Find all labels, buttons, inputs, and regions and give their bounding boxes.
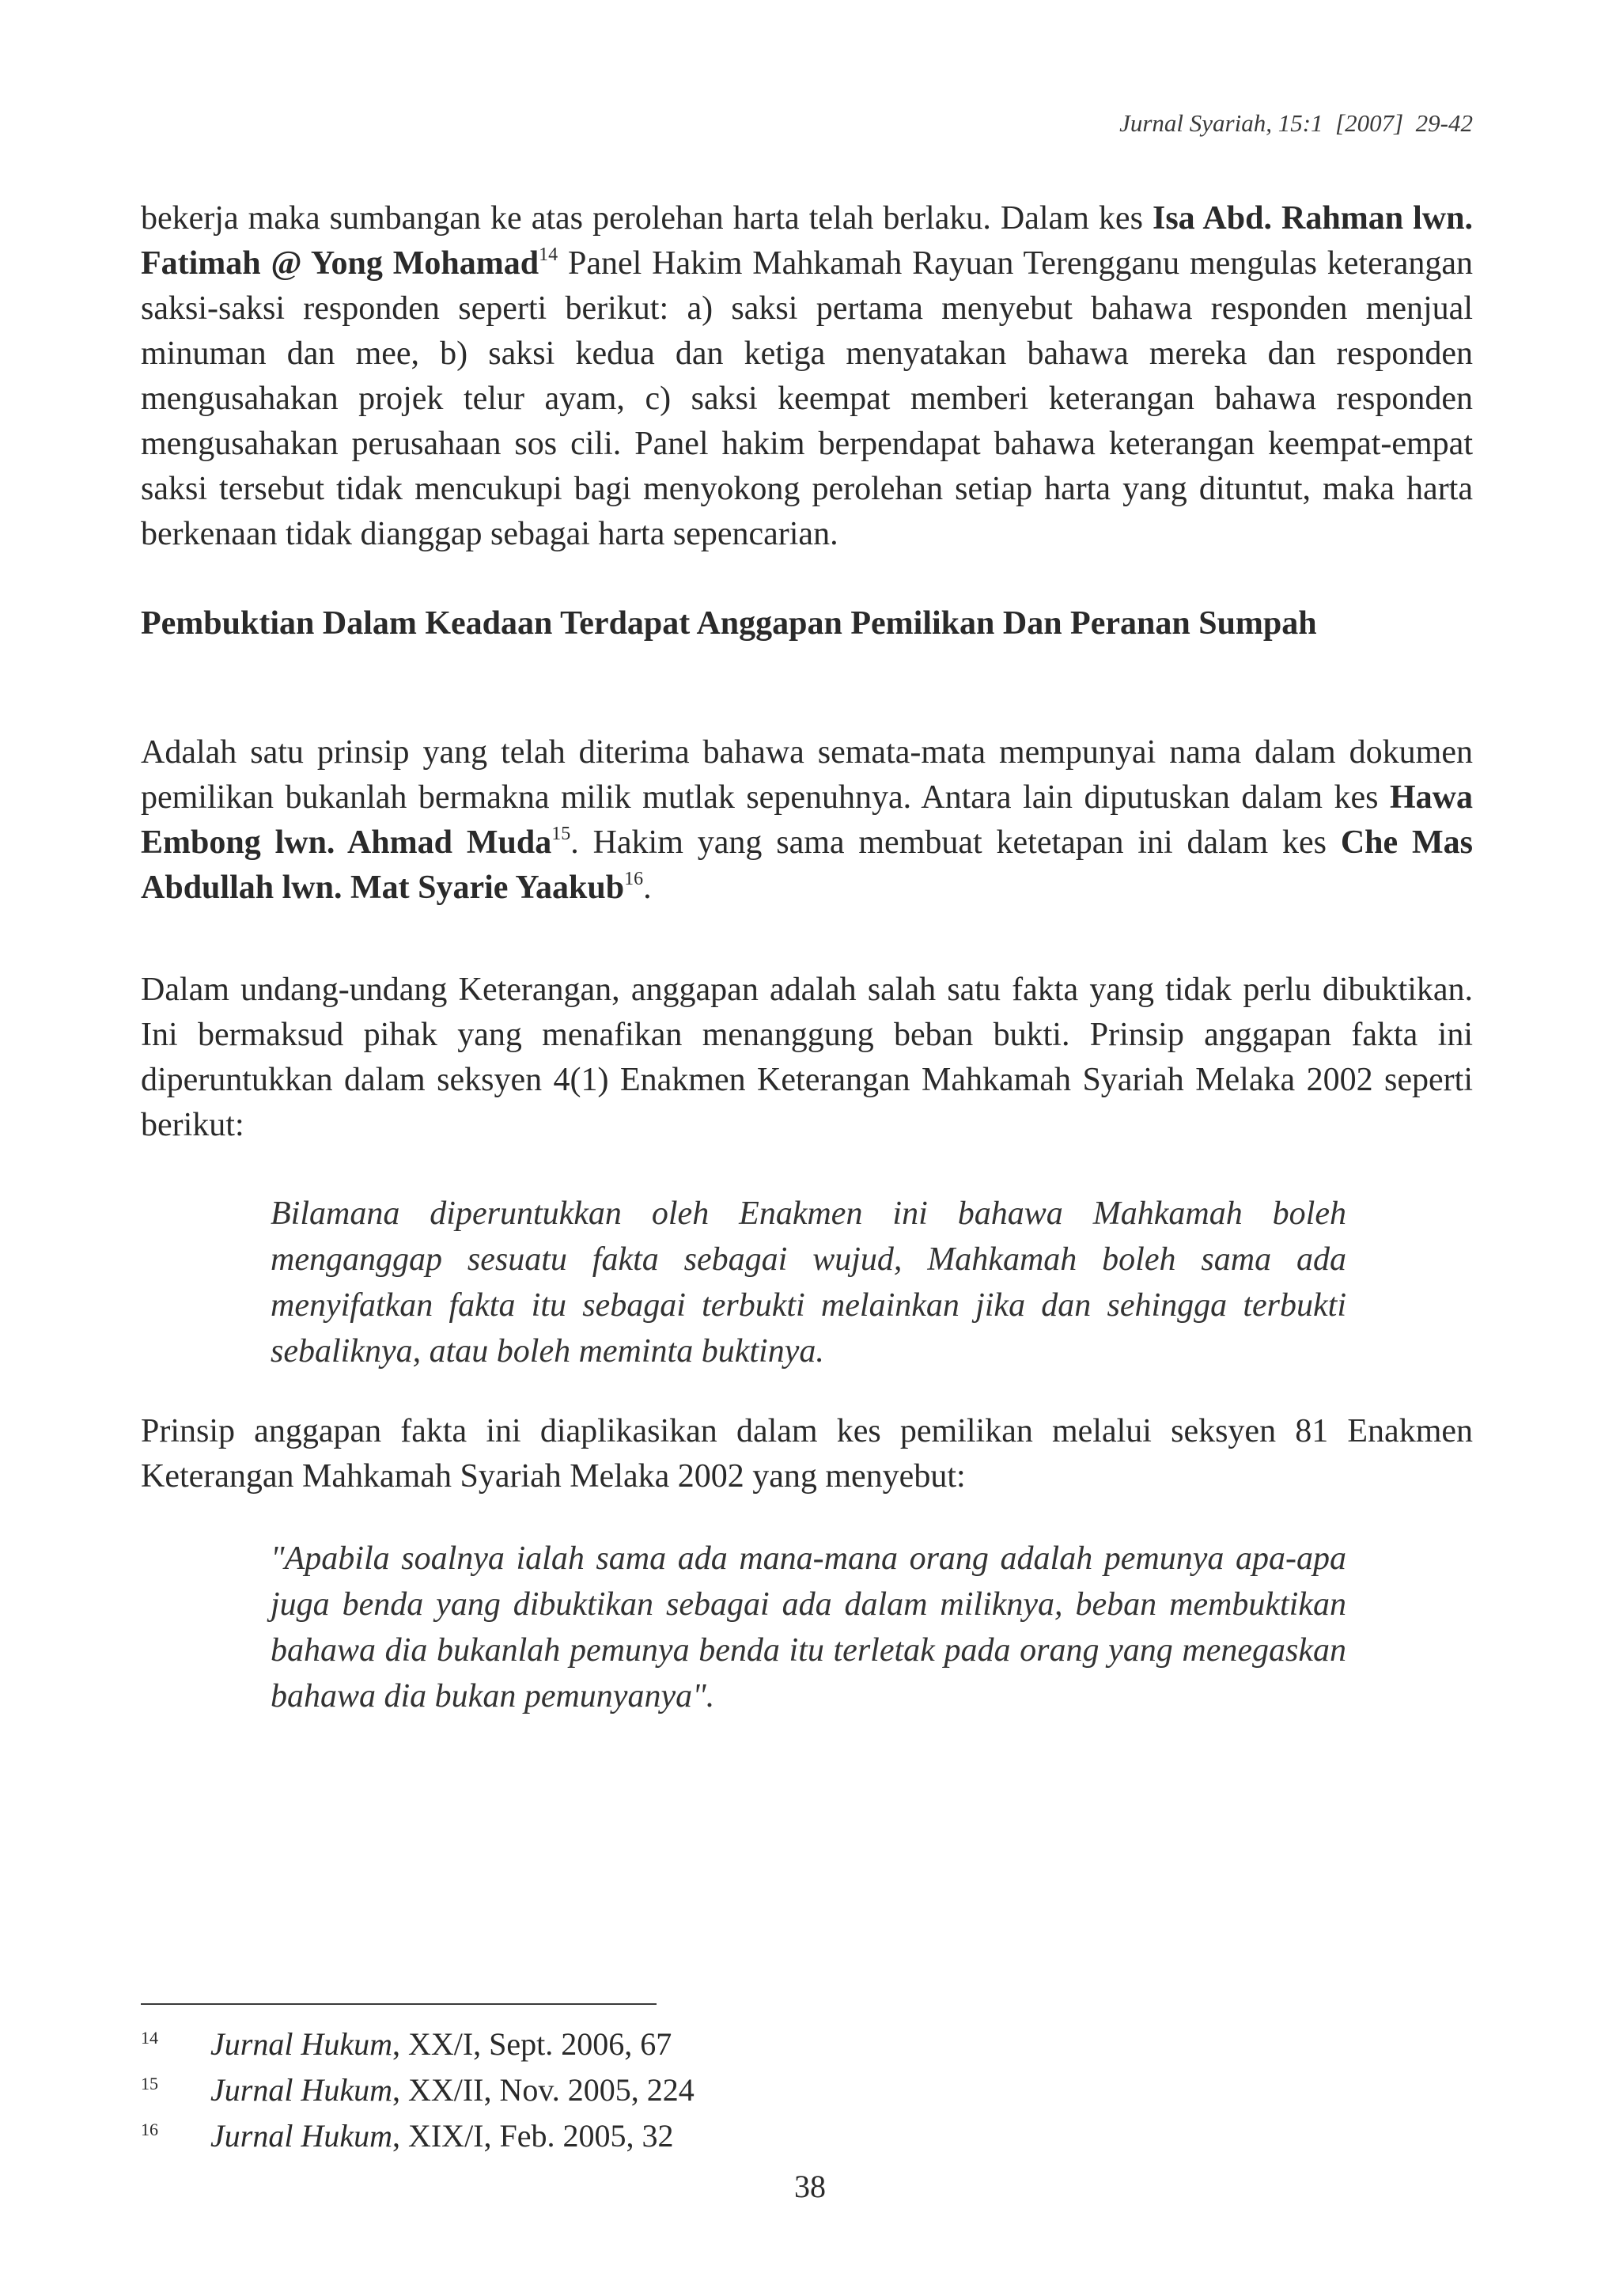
footnote-detail: , XX/II, Nov. 2005, 224 bbox=[392, 2072, 695, 2108]
footnote-number: 16 bbox=[141, 2120, 158, 2139]
section-heading: Pembuktian Dalam Keadaan Terdapat Anggapan Pemilikan Dan Peranan Sumpah bbox=[141, 605, 1317, 642]
paragraph-3: Dalam undang-undang Keterangan, anggapan adalah salah satu fakta yang tidak perlu dibuktikan. Ini bermaksud pihak yang menafikan menanggung beban bukti. Prinsip anggapan fakta ini diperuntukkan dalam seksyen 4(1) Enakmen Keterangan Mahkamah Syariah Melaka 2002 seperti berikut: bbox=[141, 972, 1473, 1143]
paragraph-2-text-c: . bbox=[643, 870, 652, 906]
footnote-journal: Jurnal Hukum bbox=[210, 2026, 392, 2062]
footnote-separator bbox=[141, 2003, 657, 2005]
footnote-16 bbox=[141, 2116, 695, 2161]
paragraph-1-text-b: Panel Hakim Mahkamah Rayuan Terengganu mengulas keterangan saksi-saksi responden seperti berikut: a) saksi pertama menyebut bahawa responden menjual minuman dan mee, b) saksi kedua dan ketiga menyatakan bahawa mereka dan responden mengusahakan projek telur ayam, c) saksi keempat memberi keterangan bahawa responden mengusahakan perusahaan sos cili. Panel hakim berpendapat bahawa keterangan keempat-empat saksi tersebut tidak mencukupi bagi menyokong perolehan setiap harta yang dituntut, maka harta berkenaan tidak dianggap sebagai harta sepencarian. bbox=[141, 245, 1474, 552]
block-quote-seksyen-4: Bilamana diperuntukkan oleh Enakmen ini bahawa Mahkamah boleh menganggap sesuatu fakta sebagai wujud, Mahkamah boleh sama ada menyifatkan fakta itu sebagai terbukti melainkan jika dan sehingga terbukti sebaliknya, atau boleh meminta buktinya. bbox=[271, 1195, 1346, 1370]
footnote-text bbox=[210, 2116, 674, 2157]
footnote-number: 14 bbox=[141, 2028, 158, 2048]
footnote-journal: Jurnal Hukum bbox=[210, 2118, 392, 2154]
footnote-ref-14: 14 bbox=[539, 244, 558, 265]
footnote-ref-15: 15 bbox=[551, 824, 571, 844]
main-content bbox=[141, 196, 1473, 1719]
paragraph-2 bbox=[141, 730, 1473, 911]
footnote-text bbox=[210, 2070, 695, 2111]
paragraph-1-text-a: bekerja maka sumbangan ke atas perolehan harta telah berlaku. Dalam kes bbox=[141, 200, 1153, 237]
case-citation-isa: Isa Abd. Rahman lwn. Fatimah @ Yong Mohamad bbox=[141, 200, 1473, 282]
paragraph-4: Prinsip anggapan fakta ini diaplikasikan dalam kes pemilikan melalui seksyen 81 Enakmen Keterangan Mahkamah Syariah Melaka 2002 yang menyebut: bbox=[141, 1413, 1473, 1495]
footnote-text bbox=[210, 2024, 672, 2065]
paragraph-1 bbox=[141, 196, 1473, 557]
footnote-ref-16: 16 bbox=[624, 869, 644, 889]
footnote-detail: , XIX/I, Feb. 2005, 32 bbox=[392, 2118, 674, 2154]
page-number: 38 bbox=[794, 2169, 826, 2204]
case-citation-hawa: Hawa Embong lwn. Ahmad Muda bbox=[141, 779, 1473, 861]
paragraph-2-text-b: . Hakim yang sama membuat ketetapan ini dalam kes bbox=[570, 824, 1341, 861]
running-header: Jurnal Syariah, 15:1 [2007] 29-42 bbox=[1119, 109, 1473, 137]
footnote-14 bbox=[141, 2024, 695, 2070]
case-citation-che-mas: Che Mas Abdullah lwn. Mat Syarie Yaakub bbox=[141, 824, 1473, 906]
footnote-journal: Jurnal Hukum bbox=[210, 2072, 392, 2108]
footnotes bbox=[141, 2024, 695, 2161]
footnote-15 bbox=[141, 2070, 695, 2116]
paragraph-2-text-a: Adalah satu prinsip yang telah diterima bahawa semata-mata mempunyai nama dalam dokumen pemilikan bukanlah bermakna milik mutlak sepenuhnya. Antara lain diputuskan dalam kes bbox=[141, 734, 1473, 816]
block-quote-seksyen-81: "Apabila soalnya ialah sama ada mana-mana orang adalah pemunya apa-apa juga benda yang dibuktikan sebagai ada dalam miliknya, beban membuktikan bahawa dia bukanlah pemunya benda itu terletak pada orang yang menegaskan bahawa dia bukan pemunyanya". bbox=[271, 1540, 1346, 1714]
footnote-detail: , XX/I, Sept. 2006, 67 bbox=[392, 2026, 672, 2062]
footnote-number: 15 bbox=[141, 2074, 158, 2093]
